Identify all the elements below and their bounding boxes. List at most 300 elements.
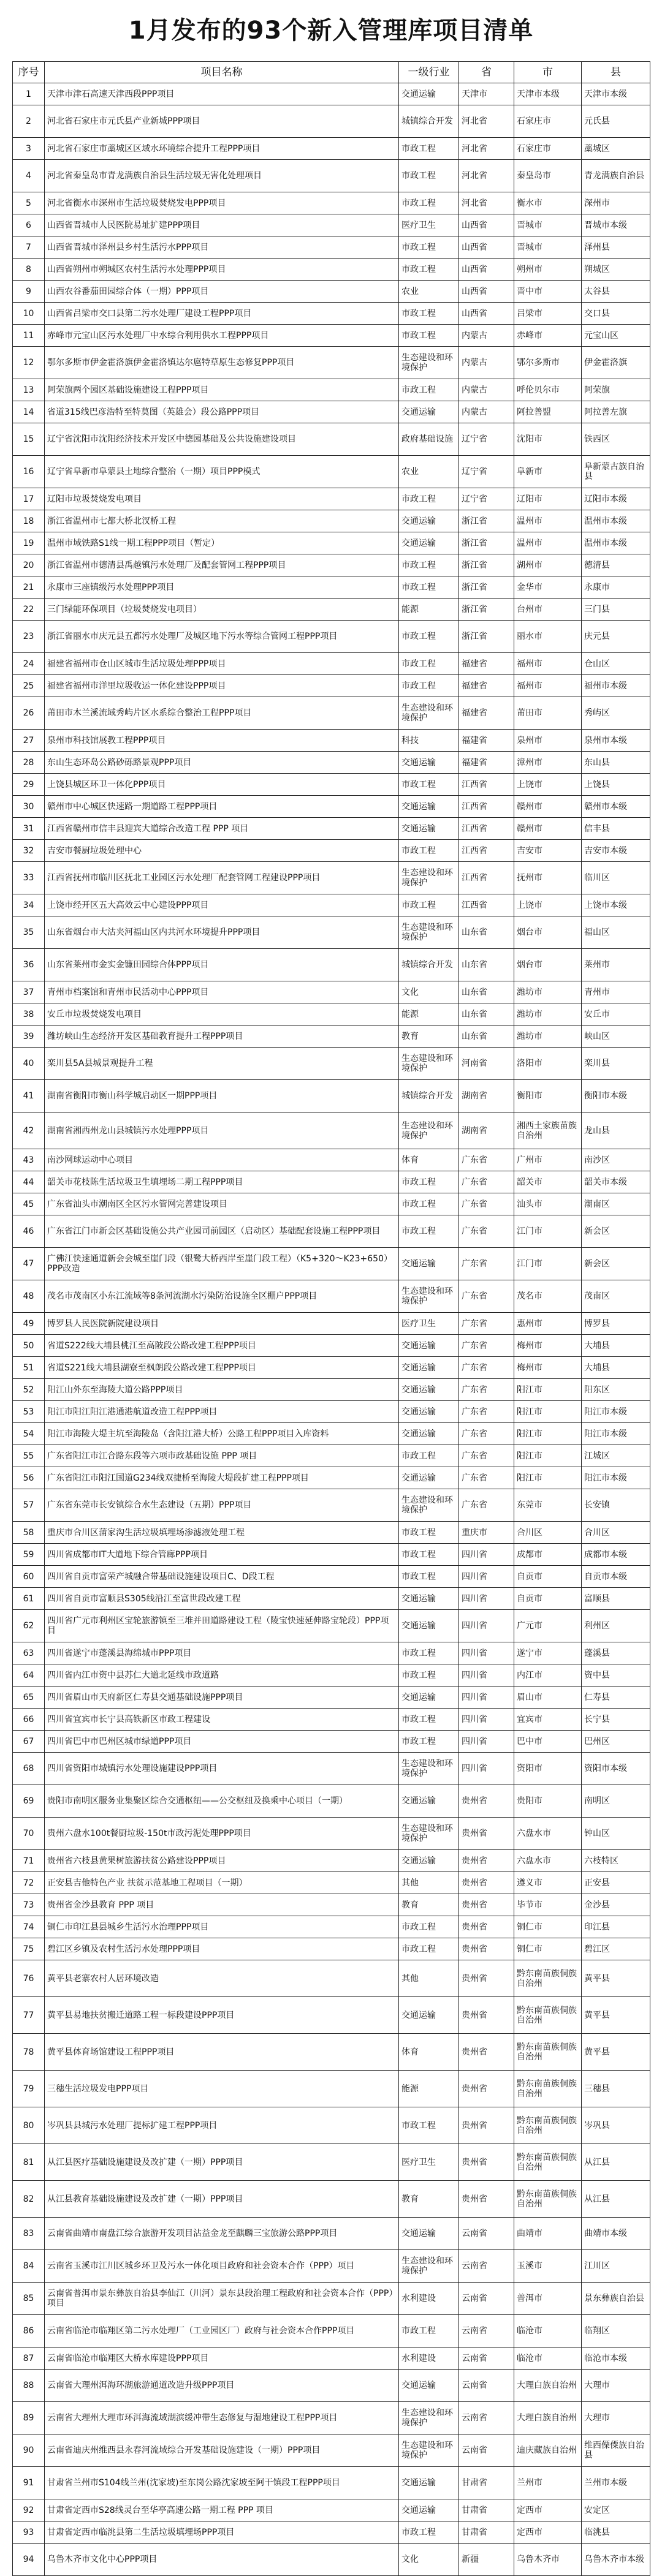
county: 钟山区 bbox=[582, 1818, 650, 1850]
row-no: 86 bbox=[13, 2315, 45, 2347]
province: 福建省 bbox=[459, 730, 514, 752]
project-name: 四川省成都市IT大道地下综合管廊PPP项目 bbox=[45, 1544, 399, 1566]
city: 赣州市 bbox=[514, 818, 582, 840]
industry: 生态建设和环境保护 bbox=[399, 1818, 459, 1850]
project-name: 贵阳市南明区服务业集聚区综合交通枢纽——公交枢纽及换乘中心项目（一期） bbox=[45, 1785, 399, 1818]
project-name: 鄂尔多斯市伊金霍洛旗伊金霍洛镇达尔扈特草原生态修复PPP项目 bbox=[45, 347, 399, 379]
industry: 交通运输 bbox=[399, 83, 459, 105]
row-no: 84 bbox=[13, 2250, 45, 2283]
table-row bbox=[13, 236, 650, 259]
city: 衡阳市 bbox=[514, 1080, 582, 1112]
table-row bbox=[13, 1379, 650, 1401]
industry: 市政工程 bbox=[399, 138, 459, 160]
industry: 水利建设 bbox=[399, 2283, 459, 2315]
county: 朔城区 bbox=[582, 259, 650, 281]
industry: 生态建设和环境保护 bbox=[399, 1280, 459, 1313]
row-no: 42 bbox=[13, 1112, 45, 1149]
col-header-province: 省 bbox=[459, 62, 514, 83]
province: 四川省 bbox=[459, 1731, 514, 1753]
row-no: 77 bbox=[13, 1997, 45, 2034]
table-row bbox=[13, 621, 650, 653]
project-name: 赤峰市元宝山区污水处理厂中水综合利用供水工程PPP项目 bbox=[45, 325, 399, 347]
province: 浙江省 bbox=[459, 510, 514, 532]
industry: 医疗卫生 bbox=[399, 1313, 459, 1335]
table-row bbox=[13, 456, 650, 488]
city: 阳江市 bbox=[514, 1423, 582, 1445]
province: 辽宁省 bbox=[459, 456, 514, 488]
county: 铁西区 bbox=[582, 423, 650, 456]
city: 漳州市 bbox=[514, 752, 582, 774]
county: 阜新蒙古族自治县 bbox=[582, 456, 650, 488]
project-name: 温州市域铁路S1线一期工程PPP项目（暂定） bbox=[45, 532, 399, 554]
city: 沈阳市 bbox=[514, 423, 582, 456]
row-no: 2 bbox=[13, 105, 45, 138]
province: 浙江省 bbox=[459, 532, 514, 554]
row-no: 26 bbox=[13, 697, 45, 730]
project-name: 省道315线巴彦浩特至特莫图（英雄会）段公路PPP项目 bbox=[45, 401, 399, 423]
industry: 市政工程 bbox=[399, 1642, 459, 1664]
county: 秀屿区 bbox=[582, 697, 650, 730]
county: 太谷县 bbox=[582, 281, 650, 303]
row-no: 36 bbox=[13, 949, 45, 981]
row-no: 41 bbox=[13, 1080, 45, 1112]
row-no: 46 bbox=[13, 1215, 45, 1248]
project-name: 贵州六盘水100t餐厨垃圾-150t市政污泥处理PPP项目 bbox=[45, 1818, 399, 1850]
industry: 城镇综合开发 bbox=[399, 949, 459, 981]
province: 江西省 bbox=[459, 862, 514, 894]
col-header-no: 序号 bbox=[13, 62, 45, 83]
table-row bbox=[13, 2434, 650, 2467]
province: 浙江省 bbox=[459, 621, 514, 653]
industry: 市政工程 bbox=[399, 325, 459, 347]
city: 赤峰市 bbox=[514, 325, 582, 347]
project-name: 栾川县5A县城景观提升工程 bbox=[45, 1048, 399, 1080]
table-row bbox=[13, 1401, 650, 1423]
city: 烟台市 bbox=[514, 949, 582, 981]
province: 广东省 bbox=[459, 1248, 514, 1280]
project-name: 泉州市科技馆展教工程PPP项目 bbox=[45, 730, 399, 752]
table-row bbox=[13, 1313, 650, 1335]
city: 黔东南苗族侗族自治州 bbox=[514, 2181, 582, 2218]
province: 甘肃省 bbox=[459, 2467, 514, 2499]
table-row bbox=[13, 1916, 650, 1938]
county: 仓山区 bbox=[582, 653, 650, 675]
province: 河北省 bbox=[459, 138, 514, 160]
table-row bbox=[13, 2181, 650, 2218]
city: 普洱市 bbox=[514, 2283, 582, 2315]
project-name: 辽宁省阜新市阜蒙县土地综合整治（一期）项目PPP模式 bbox=[45, 456, 399, 488]
table-row bbox=[13, 1642, 650, 1664]
col-header-city: 市 bbox=[514, 62, 582, 83]
industry: 交通运输 bbox=[399, 1850, 459, 1872]
project-name: 天津市津石高速天津西段PPP项目 bbox=[45, 83, 399, 105]
county: 信丰县 bbox=[582, 818, 650, 840]
row-no: 91 bbox=[13, 2467, 45, 2499]
county: 元宝山区 bbox=[582, 325, 650, 347]
industry: 能源 bbox=[399, 2071, 459, 2107]
province: 福建省 bbox=[459, 697, 514, 730]
city: 上饶市 bbox=[514, 894, 582, 916]
industry: 交通运输 bbox=[399, 1785, 459, 1818]
industry: 市政工程 bbox=[399, 2107, 459, 2144]
table-row bbox=[13, 160, 650, 192]
industry: 交通运输 bbox=[399, 752, 459, 774]
row-no: 27 bbox=[13, 730, 45, 752]
county: 江川区 bbox=[582, 2250, 650, 2283]
county: 博罗县 bbox=[582, 1313, 650, 1335]
project-name: 福建省福州市洋里垃圾收运一体化建设PPP项目 bbox=[45, 675, 399, 697]
county: 安定区 bbox=[582, 2499, 650, 2521]
industry: 市政工程 bbox=[399, 1193, 459, 1215]
table-row bbox=[13, 796, 650, 818]
industry: 交通运输 bbox=[399, 510, 459, 532]
city: 巴中市 bbox=[514, 1731, 582, 1753]
county: 长安镇 bbox=[582, 1489, 650, 1522]
province: 浙江省 bbox=[459, 554, 514, 576]
project-name: 阿荣旗两个园区基础设施建设工程PPP项目 bbox=[45, 379, 399, 401]
county: 曲靖市本级 bbox=[582, 2218, 650, 2250]
county: 大埔县 bbox=[582, 1357, 650, 1379]
row-no: 68 bbox=[13, 1753, 45, 1785]
industry: 交通运输 bbox=[399, 2499, 459, 2521]
province: 广东省 bbox=[459, 1401, 514, 1423]
city: 吕梁市 bbox=[514, 303, 582, 325]
county: 深州市 bbox=[582, 192, 650, 214]
industry: 市政工程 bbox=[399, 554, 459, 576]
province: 甘肃省 bbox=[459, 2521, 514, 2544]
county: 南明区 bbox=[582, 1785, 650, 1818]
project-name: 正安县吉他特色产业 扶贫示范基地工程项目（一期） bbox=[45, 1872, 399, 1894]
table-row bbox=[13, 1588, 650, 1610]
industry: 政府基础设施 bbox=[399, 423, 459, 456]
table-row bbox=[13, 1215, 650, 1248]
row-no: 32 bbox=[13, 840, 45, 862]
county: 巴州区 bbox=[582, 1731, 650, 1753]
industry: 生态建设和环境保护 bbox=[399, 2434, 459, 2467]
table-row bbox=[13, 840, 650, 862]
city: 洛阳市 bbox=[514, 1048, 582, 1080]
project-name: 四川省广元市利州区宝轮旅游镇至三堆并田道路建设工程（陵宝快速延伸路宝轮段）PPP项目 bbox=[45, 1610, 399, 1642]
project-name: 莆田市木兰溪流域秀屿片区水系综合整治工程PPP项目 bbox=[45, 697, 399, 730]
row-no: 45 bbox=[13, 1193, 45, 1215]
province: 浙江省 bbox=[459, 576, 514, 599]
city: 大理白族自治州 bbox=[514, 2370, 582, 2402]
province: 福建省 bbox=[459, 752, 514, 774]
province: 山东省 bbox=[459, 1025, 514, 1048]
industry: 医疗卫生 bbox=[399, 2144, 459, 2181]
table-row bbox=[13, 818, 650, 840]
county: 庆元县 bbox=[582, 621, 650, 653]
province: 广东省 bbox=[459, 1215, 514, 1248]
project-name: 岑巩县县城污水处理厂提标扩建工程PPP项目 bbox=[45, 2107, 399, 2144]
project-name: 东山生态环岛公路砂砾路景观PPP项目 bbox=[45, 752, 399, 774]
row-no: 30 bbox=[13, 796, 45, 818]
city: 江门市 bbox=[514, 1215, 582, 1248]
province: 新疆 bbox=[459, 2544, 514, 2576]
project-name: 四川省内江市资中县苏仁大道北延线市政道路 bbox=[45, 1664, 399, 1686]
table-row bbox=[13, 1280, 650, 1313]
province: 贵州省 bbox=[459, 1850, 514, 1872]
page-title: 1月发布的93个新入管理库项目清单 bbox=[128, 17, 534, 45]
table-row bbox=[13, 303, 650, 325]
province: 重庆市 bbox=[459, 1522, 514, 1544]
county: 江城区 bbox=[582, 1445, 650, 1467]
row-no: 62 bbox=[13, 1610, 45, 1642]
county: 三穗县 bbox=[582, 2071, 650, 2107]
city: 石家庄市 bbox=[514, 138, 582, 160]
city: 贵阳市 bbox=[514, 1785, 582, 1818]
project-name: 河北省石家庄市元氏县产业新城PPP项目 bbox=[45, 105, 399, 138]
industry: 市政工程 bbox=[399, 236, 459, 259]
industry: 市政工程 bbox=[399, 160, 459, 192]
project-name: 潍坊峡山生态经济开发区基础教育提升工程PPP项目 bbox=[45, 1025, 399, 1048]
county: 乌鲁木齐市本级 bbox=[582, 2544, 650, 2576]
industry: 交通运输 bbox=[399, 1335, 459, 1357]
city: 烟台市 bbox=[514, 916, 582, 949]
city: 辽阳市 bbox=[514, 488, 582, 510]
project-name: 三门绿能环保项目（垃圾焚烧发电项目） bbox=[45, 599, 399, 621]
project-name: 辽阳市垃圾焚烧发电项目 bbox=[45, 488, 399, 510]
city: 定西市 bbox=[514, 2499, 582, 2521]
industry: 交通运输 bbox=[399, 1997, 459, 2034]
county: 碧江区 bbox=[582, 1938, 650, 1960]
city: 晋中市 bbox=[514, 281, 582, 303]
row-no: 50 bbox=[13, 1335, 45, 1357]
province: 辽宁省 bbox=[459, 488, 514, 510]
province: 山东省 bbox=[459, 981, 514, 1003]
county: 从江县 bbox=[582, 2181, 650, 2218]
province: 内蒙古 bbox=[459, 379, 514, 401]
row-no: 20 bbox=[13, 554, 45, 576]
project-name: 黄平县老寨农村人居环境改造 bbox=[45, 1960, 399, 1997]
industry: 市政工程 bbox=[399, 894, 459, 916]
row-no: 29 bbox=[13, 774, 45, 796]
city: 广元市 bbox=[514, 1610, 582, 1642]
row-no: 13 bbox=[13, 379, 45, 401]
row-no: 93 bbox=[13, 2521, 45, 2544]
county: 阳东区 bbox=[582, 1379, 650, 1401]
county: 阳江市本级 bbox=[582, 1401, 650, 1423]
city: 宜宾市 bbox=[514, 1709, 582, 1731]
row-no: 75 bbox=[13, 1938, 45, 1960]
province: 广东省 bbox=[459, 1445, 514, 1467]
city: 毕节市 bbox=[514, 1894, 582, 1916]
city: 莆田市 bbox=[514, 697, 582, 730]
province: 云南省 bbox=[459, 2250, 514, 2283]
project-name: 碧江区乡镇及农村生活污水处理PPP项目 bbox=[45, 1938, 399, 1960]
city: 曲靖市 bbox=[514, 2218, 582, 2250]
county: 岑巩县 bbox=[582, 2107, 650, 2144]
province: 河北省 bbox=[459, 105, 514, 138]
table-row bbox=[13, 981, 650, 1003]
row-no: 34 bbox=[13, 894, 45, 916]
project-name: 乌鲁木齐市文化中心PPP项目 bbox=[45, 2544, 399, 2576]
city: 衡水市 bbox=[514, 192, 582, 214]
city: 定西市 bbox=[514, 2521, 582, 2544]
province: 四川省 bbox=[459, 1610, 514, 1642]
county: 温州市本级 bbox=[582, 510, 650, 532]
row-no: 69 bbox=[13, 1785, 45, 1818]
industry: 其他 bbox=[399, 1872, 459, 1894]
table-row bbox=[13, 675, 650, 697]
province: 广东省 bbox=[459, 1335, 514, 1357]
row-no: 11 bbox=[13, 325, 45, 347]
table-row bbox=[13, 1894, 650, 1916]
city: 福州市 bbox=[514, 675, 582, 697]
row-no: 88 bbox=[13, 2370, 45, 2402]
table-row bbox=[13, 2218, 650, 2250]
table-row bbox=[13, 1544, 650, 1566]
row-no: 39 bbox=[13, 1025, 45, 1048]
city: 合川区 bbox=[514, 1522, 582, 1544]
col-header-name: 项目名称 bbox=[45, 62, 399, 83]
table-row bbox=[13, 488, 650, 510]
table-row bbox=[13, 2250, 650, 2283]
city: 阜新市 bbox=[514, 456, 582, 488]
city: 遵义市 bbox=[514, 1872, 582, 1894]
province: 江西省 bbox=[459, 894, 514, 916]
project-name: 湖南省衡阳市衡山科学城启动区一期PPP项目 bbox=[45, 1080, 399, 1112]
table-row bbox=[13, 1753, 650, 1785]
industry: 交通运输 bbox=[399, 2218, 459, 2250]
industry: 交通运输 bbox=[399, 401, 459, 423]
industry: 交通运输 bbox=[399, 1379, 459, 1401]
province: 广东省 bbox=[459, 1313, 514, 1335]
province: 江西省 bbox=[459, 796, 514, 818]
table-row bbox=[13, 83, 650, 105]
city: 韶关市 bbox=[514, 1171, 582, 1193]
project-name: 铜仁市印江县县城乡生活污水治理PPP项目 bbox=[45, 1916, 399, 1938]
industry: 体育 bbox=[399, 2034, 459, 2071]
row-no: 28 bbox=[13, 752, 45, 774]
row-no: 18 bbox=[13, 510, 45, 532]
city: 丽水市 bbox=[514, 621, 582, 653]
row-no: 60 bbox=[13, 1566, 45, 1588]
province: 四川省 bbox=[459, 1686, 514, 1709]
project-table bbox=[12, 61, 650, 2576]
industry: 科技 bbox=[399, 730, 459, 752]
city: 内江市 bbox=[514, 1664, 582, 1686]
county: 伊金霍洛旗 bbox=[582, 347, 650, 379]
industry: 教育 bbox=[399, 1894, 459, 1916]
table-row bbox=[13, 949, 650, 981]
city: 金华市 bbox=[514, 576, 582, 599]
county: 成都市本级 bbox=[582, 1544, 650, 1566]
county: 黄平县 bbox=[582, 1997, 650, 2034]
city: 黔东南苗族侗族自治州 bbox=[514, 1960, 582, 1997]
project-name: 广东省汕头市潮南区全区污水管网完善建设项目 bbox=[45, 1193, 399, 1215]
row-no: 25 bbox=[13, 675, 45, 697]
project-name: 山西农谷番茄田园综合体（一期）PPP项目 bbox=[45, 281, 399, 303]
industry: 交通运输 bbox=[399, 532, 459, 554]
province: 云南省 bbox=[459, 2283, 514, 2315]
industry: 市政工程 bbox=[399, 1664, 459, 1686]
province: 云南省 bbox=[459, 2402, 514, 2434]
row-no: 54 bbox=[13, 1423, 45, 1445]
county: 元氏县 bbox=[582, 105, 650, 138]
project-name: 云南省曲靖市南盘江综合旅游开发项目沾益金龙至麒麟三宝旅游公路PPP项目 bbox=[45, 2218, 399, 2250]
county: 泽州县 bbox=[582, 236, 650, 259]
province: 浙江省 bbox=[459, 599, 514, 621]
project-name: 云南省玉溪市江川区城乡环卫及污水一体化项目政府和社会资本合作（PPP）项目 bbox=[45, 2250, 399, 2283]
row-no: 24 bbox=[13, 653, 45, 675]
province: 广东省 bbox=[459, 1423, 514, 1445]
province: 山东省 bbox=[459, 949, 514, 981]
industry: 市政工程 bbox=[399, 1522, 459, 1544]
province: 甘肃省 bbox=[459, 2499, 514, 2521]
province: 四川省 bbox=[459, 1664, 514, 1686]
industry: 生态建设和环境保护 bbox=[399, 1753, 459, 1785]
city: 阳江市 bbox=[514, 1445, 582, 1467]
project-name: 阳江市阳江阳江港通港航道改造工程PPP项目 bbox=[45, 1401, 399, 1423]
industry: 市政工程 bbox=[399, 192, 459, 214]
province: 四川省 bbox=[459, 1753, 514, 1785]
industry: 教育 bbox=[399, 2181, 459, 2218]
county: 福州市本级 bbox=[582, 675, 650, 697]
city: 成都市 bbox=[514, 1544, 582, 1566]
project-name: 贵州省六枝县黄果树旅游扶贫公路建设PPP项目 bbox=[45, 1850, 399, 1872]
project-name: 云南省临沧市临翔区第二污水处理厂（工业园区厂）政府与社会资本合作PPP项目 bbox=[45, 2315, 399, 2347]
project-name: 山西省朔州市朔城区农村生活污水处理PPP项目 bbox=[45, 259, 399, 281]
province: 贵州省 bbox=[459, 1785, 514, 1818]
industry: 市政工程 bbox=[399, 379, 459, 401]
table-row bbox=[13, 510, 650, 532]
industry: 市政工程 bbox=[399, 1709, 459, 1731]
industry: 文化 bbox=[399, 981, 459, 1003]
project-name: 永康市三座镇级污水处理PPP项目 bbox=[45, 576, 399, 599]
table-row bbox=[13, 2283, 650, 2315]
table-row bbox=[13, 653, 650, 675]
city: 梅州市 bbox=[514, 1357, 582, 1379]
city: 玉溪市 bbox=[514, 2250, 582, 2283]
county: 潮南区 bbox=[582, 1193, 650, 1215]
city: 黔东南苗族侗族自治州 bbox=[514, 2144, 582, 2181]
industry: 市政工程 bbox=[399, 576, 459, 599]
province: 辽宁省 bbox=[459, 423, 514, 456]
province: 山西省 bbox=[459, 259, 514, 281]
industry: 市政工程 bbox=[399, 1938, 459, 1960]
table-row bbox=[13, 1664, 650, 1686]
table-row bbox=[13, 1731, 650, 1753]
province: 河北省 bbox=[459, 160, 514, 192]
project-name: 河北省石家庄市藁城区区域水环境综合提升工程PPP项目 bbox=[45, 138, 399, 160]
city: 眉山市 bbox=[514, 1686, 582, 1709]
table-row bbox=[13, 423, 650, 456]
county: 景东彝族自治县 bbox=[582, 2283, 650, 2315]
table-row bbox=[13, 325, 650, 347]
province: 福建省 bbox=[459, 675, 514, 697]
county: 金沙县 bbox=[582, 1894, 650, 1916]
county: 自贡市本级 bbox=[582, 1566, 650, 1588]
table-row bbox=[13, 2107, 650, 2144]
city: 阳江市 bbox=[514, 1467, 582, 1489]
county: 黄平县 bbox=[582, 1960, 650, 1997]
project-name: 四川省遂宁市蓬溪县海绵城市PPP项目 bbox=[45, 1642, 399, 1664]
row-no: 31 bbox=[13, 818, 45, 840]
table-row bbox=[13, 281, 650, 303]
city: 鄂尔多斯市 bbox=[514, 347, 582, 379]
table-row bbox=[13, 2034, 650, 2071]
table-row bbox=[13, 1112, 650, 1149]
table-row bbox=[13, 1938, 650, 1960]
county: 三门县 bbox=[582, 599, 650, 621]
project-name: 韶关市花枝陈生活垃圾卫生填埋场二期工程PPP项目 bbox=[45, 1171, 399, 1193]
project-name: 上饶县城区环卫一体化PPP项目 bbox=[45, 774, 399, 796]
city: 黔东南苗族侗族自治州 bbox=[514, 2034, 582, 2071]
city: 台州市 bbox=[514, 599, 582, 621]
province: 福建省 bbox=[459, 653, 514, 675]
project-name: 广东省阳江市江合路东段等六项市政基础设施 PPP 项目 bbox=[45, 1445, 399, 1467]
